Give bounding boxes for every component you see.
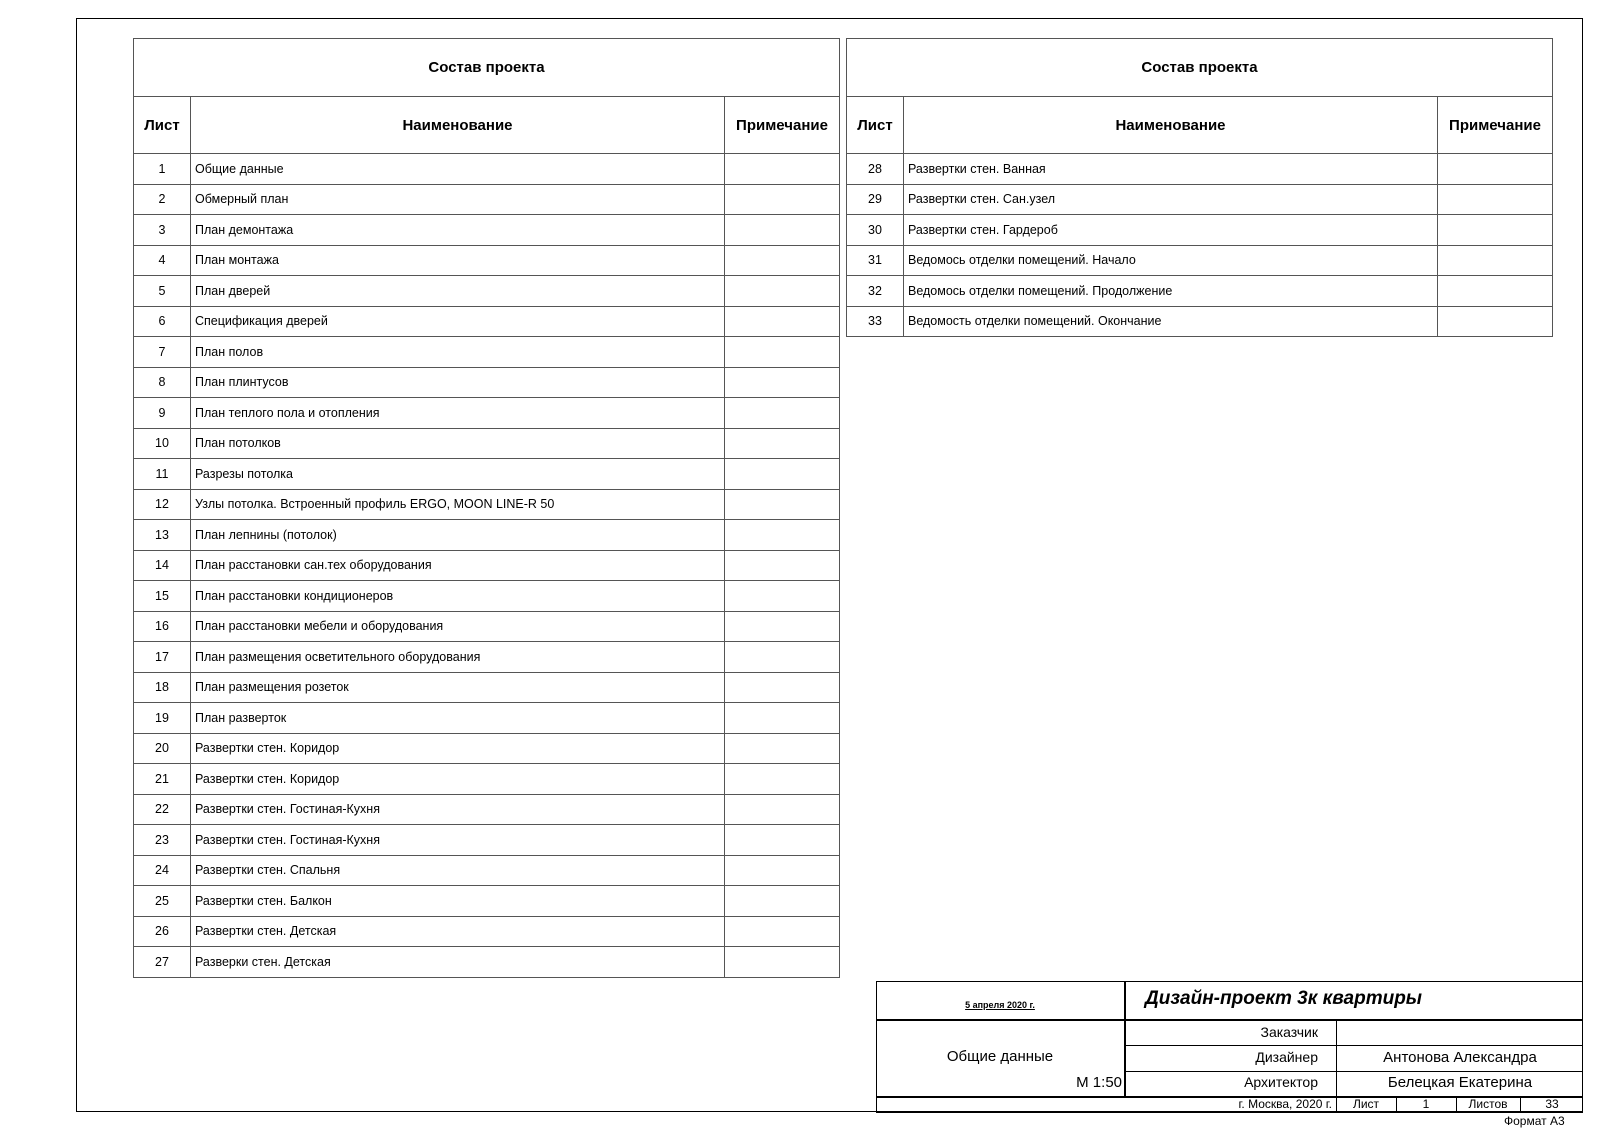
sheet-name: Развертки стен. Гостиная-Кухня [191, 825, 725, 856]
table-row [847, 276, 1553, 307]
sheet-number: 2 [134, 184, 191, 215]
sheet-note [725, 764, 840, 795]
table-row [134, 855, 840, 886]
sheet-name: Развертки стен. Балкон [191, 886, 725, 917]
column-header-note: Примечание [1438, 97, 1553, 154]
sheet-name: План полов [191, 337, 725, 368]
table-row [134, 703, 840, 734]
sheet-name: Обмерный план [191, 184, 725, 215]
sheet-name: План расстановки кондиционеров [191, 581, 725, 612]
sheet-note [1438, 276, 1553, 307]
table-row [847, 184, 1553, 215]
sheet-note [1438, 245, 1553, 276]
sheet-name: Общие данные [191, 154, 725, 185]
sheet-note [1438, 306, 1553, 337]
sheet-name: Развертки стен. Ванная [904, 154, 1438, 185]
project-contents-table-right [846, 38, 1553, 337]
sheet-number: 12 [134, 489, 191, 520]
sheet-note [725, 428, 840, 459]
stamp-customer-label: Заказчик [1260, 1024, 1318, 1040]
sheet-note [725, 520, 840, 551]
sheet-name: План размещения осветительного оборудования [191, 642, 725, 673]
sheet-note [725, 855, 840, 886]
sheet-note [725, 367, 840, 398]
sheet-name: План расстановки мебели и оборудования [191, 611, 725, 642]
sheet-note [1438, 184, 1553, 215]
sheet-name: Ведомось отделки помещений. Продолжение [904, 276, 1438, 307]
table-row [134, 184, 840, 215]
sheet-note [725, 215, 840, 246]
sheet-name: Развертки стен. Детская [191, 916, 725, 947]
stamp-sheet-value: 1 [1422, 1097, 1430, 1111]
sheet-number: 9 [134, 398, 191, 429]
sheet-note [725, 886, 840, 917]
sheet-name: План плинтусов [191, 367, 725, 398]
stamp-architect-label: Архитектор [1244, 1074, 1318, 1090]
stamp-line [1124, 1045, 1583, 1046]
sheet-number: 11 [134, 459, 191, 490]
sheet-note [725, 337, 840, 368]
stamp-date: 5 апреля 2020 г. [965, 1000, 1035, 1010]
sheet-name: Спецификация дверей [191, 306, 725, 337]
sheet-number: 27 [134, 947, 191, 978]
sheet-name: План монтажа [191, 245, 725, 276]
sheet-note [725, 184, 840, 215]
sheet-note [725, 154, 840, 185]
table-row [134, 947, 840, 978]
sheet-note [725, 947, 840, 978]
table-row [134, 337, 840, 368]
table-row [134, 398, 840, 429]
sheet-note [725, 825, 840, 856]
sheet-name: Ведомось отделки помещений. Начало [904, 245, 1438, 276]
sheet-number: 3 [134, 215, 191, 246]
sheet-name: План демонтажа [191, 215, 725, 246]
sheet-name: План дверей [191, 276, 725, 307]
sheet-number: 18 [134, 672, 191, 703]
sheet-name: Разверки стен. Детская [191, 947, 725, 978]
column-header-note: Примечание [725, 97, 840, 154]
column-header-sheet: Лист [134, 97, 191, 154]
sheet-number: 33 [847, 306, 904, 337]
sheet-note [725, 276, 840, 307]
column-header-name: Наименование [904, 97, 1438, 154]
sheet-name: Развертки стен. Гостиная-Кухня [191, 794, 725, 825]
sheet-number: 14 [134, 550, 191, 581]
sheet-note [725, 306, 840, 337]
sheet-number: 31 [847, 245, 904, 276]
sheet-number: 23 [134, 825, 191, 856]
table-row [847, 215, 1553, 246]
sheet-number: 17 [134, 642, 191, 673]
sheet-name: План теплого пола и отопления [191, 398, 725, 429]
table-row [134, 825, 840, 856]
sheet-number: 26 [134, 916, 191, 947]
sheet-name: Развертки стен. Коридор [191, 764, 725, 795]
stamp-line [1124, 1071, 1583, 1072]
sheet-number: 19 [134, 703, 191, 734]
table-row [134, 276, 840, 307]
sheet-note [725, 672, 840, 703]
sheet-note [725, 733, 840, 764]
sheet-name: Разрезы потолка [191, 459, 725, 490]
stamp-line [1124, 981, 1126, 1097]
sheet-note [725, 581, 840, 612]
table-row [134, 916, 840, 947]
column-header-name: Наименование [191, 97, 725, 154]
sheet-name: Ведомость отделки помещений. Окончание [904, 306, 1438, 337]
sheet-note [725, 916, 840, 947]
sheet-number: 6 [134, 306, 191, 337]
table-row [134, 672, 840, 703]
paper-format-label: Формат А3 [1504, 1114, 1565, 1128]
sheet-note [725, 794, 840, 825]
stamp-project-title: Дизайн-проект 3к квартиры [1145, 988, 1423, 1009]
sheet-number: 13 [134, 520, 191, 551]
sheet-number: 20 [134, 733, 191, 764]
sheet-name: Развертки стен. Гардероб [904, 215, 1438, 246]
stamp-sheets-value: 33 [1545, 1097, 1559, 1111]
sheet-note [725, 642, 840, 673]
table-title: Состав проекта [847, 39, 1553, 97]
stamp-sheet-label: Лист [1352, 1097, 1380, 1111]
sheet-name: Узлы потолка. Встроенный профиль ERGO, MOON LINE-R 50 [191, 489, 725, 520]
sheet-note [725, 611, 840, 642]
stamp-scale: М 1:50 [1076, 1074, 1122, 1091]
table-row [134, 306, 840, 337]
sheet-note [1438, 154, 1553, 185]
column-header-sheet: Лист [847, 97, 904, 154]
sheet-name: Развертки стен. Спальня [191, 855, 725, 886]
sheet-number: 24 [134, 855, 191, 886]
sheet-number: 16 [134, 611, 191, 642]
table-row [847, 245, 1553, 276]
sheet-number: 10 [134, 428, 191, 459]
table-row [847, 306, 1553, 337]
stamp-city: г. Москва, 2020 г. [1238, 1097, 1332, 1111]
table-title: Состав проекта [134, 39, 840, 97]
sheet-number: 15 [134, 581, 191, 612]
sheet-note [725, 398, 840, 429]
table-row [134, 154, 840, 185]
sheet-name: План потолков [191, 428, 725, 459]
project-contents-table-left [133, 38, 840, 978]
sheet-number: 5 [134, 276, 191, 307]
sheet-note [725, 245, 840, 276]
sheet-name: План расстановки сан.тех оборудования [191, 550, 725, 581]
table-row [134, 367, 840, 398]
stamp-architect-value: Белецкая Екатерина [1387, 1074, 1533, 1091]
table-row [847, 154, 1553, 185]
table-row [134, 215, 840, 246]
table-row [134, 581, 840, 612]
table-row [134, 642, 840, 673]
sheet-name: Развертки стен. Коридор [191, 733, 725, 764]
table-row [134, 459, 840, 490]
sheet-name: Развертки стен. Сан.узел [904, 184, 1438, 215]
sheet-number: 8 [134, 367, 191, 398]
table-row [134, 428, 840, 459]
stamp-line [876, 1019, 1583, 1021]
table-row [134, 520, 840, 551]
stamp-designer-label: Дизайнер [1255, 1049, 1318, 1065]
table-row [134, 794, 840, 825]
sheet-number: 1 [134, 154, 191, 185]
sheet-number: 21 [134, 764, 191, 795]
table-row [134, 733, 840, 764]
stamp-line [1396, 1096, 1397, 1113]
sheet-number: 29 [847, 184, 904, 215]
stamp-designer-value: Антонова Александра [1383, 1049, 1537, 1066]
sheet-name: План размещения розеток [191, 672, 725, 703]
sheet-note [725, 550, 840, 581]
sheet-name: План лепнины (потолок) [191, 520, 725, 551]
sheet-number: 28 [847, 154, 904, 185]
sheet-number: 7 [134, 337, 191, 368]
sheet-number: 22 [134, 794, 191, 825]
stamp-line [1336, 1019, 1337, 1113]
sheet-note [725, 703, 840, 734]
stamp-line [1456, 1096, 1457, 1113]
table-row [134, 550, 840, 581]
sheet-number: 32 [847, 276, 904, 307]
sheet-note [725, 459, 840, 490]
sheet-number: 4 [134, 245, 191, 276]
table-row [134, 611, 840, 642]
sheet-number: 25 [134, 886, 191, 917]
sheet-number: 30 [847, 215, 904, 246]
stamp-sheets-label: Листов [1468, 1097, 1508, 1111]
sheet-note [1438, 215, 1553, 246]
table-row [134, 489, 840, 520]
sheet-note [725, 489, 840, 520]
table-row [134, 245, 840, 276]
stamp-line [1520, 1096, 1521, 1113]
stamp-sheet-name: Общие данные [946, 1048, 1054, 1065]
table-row [134, 764, 840, 795]
table-row [134, 886, 840, 917]
sheet-name: План разверток [191, 703, 725, 734]
